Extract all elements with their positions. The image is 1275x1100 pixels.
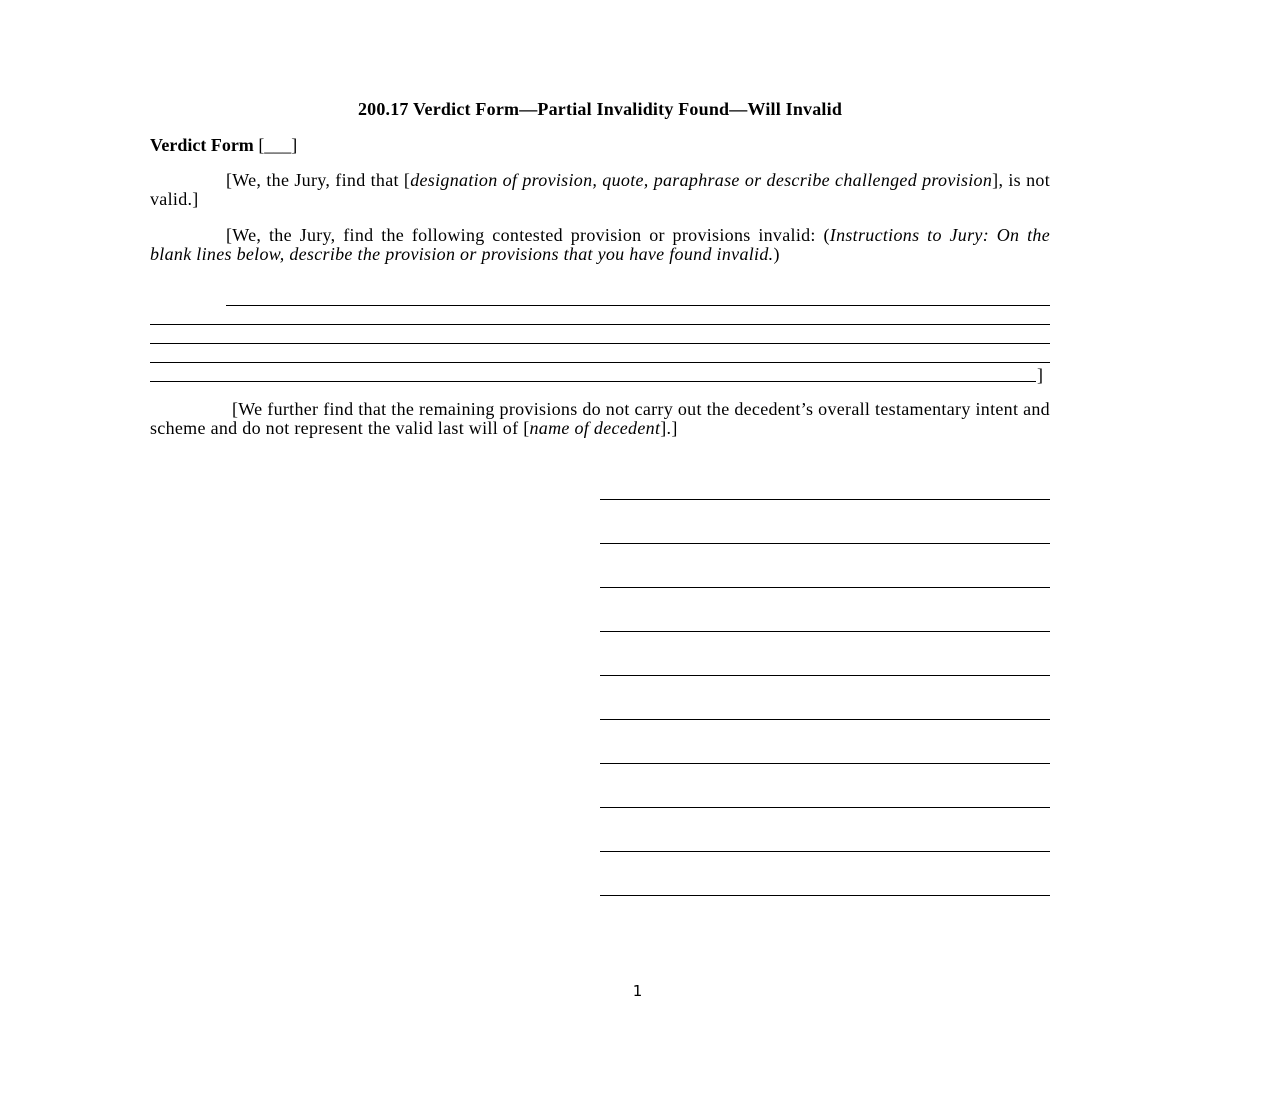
paragraph3-lead: [We further find that the remaining provisions do not carry out the decedent’s overall testamentary intent and scheme and do not represent the valid last will of [ [150,399,1050,438]
juror-signature-line[interactable] [600,631,1050,632]
paragraph1-italic: designation of provision, quote, paraphrase or describe challenged provision [410,170,993,190]
juror-signature-line[interactable] [600,851,1050,852]
paragraph2-tail: ) [773,244,780,264]
description-blank-line[interactable] [150,324,1050,325]
blank-lines-close-bracket: ] [1037,365,1043,385]
page-number: 1 [632,982,643,1000]
paragraph2-lead: [We, the Jury, find the following contested provision or provisions invalid: ( [226,225,830,245]
paragraph-remaining-provisions [150,400,1050,438]
description-blank-line[interactable] [150,381,1036,382]
juror-signature-line[interactable] [600,763,1050,764]
description-blank-line[interactable] [226,305,1050,306]
paragraph1-lead: [We, the Jury, find that [ [226,170,411,190]
paragraph2-italic: Instructions to Jury: On the blank lines below, describe the provision or provisions that you have found invalid. [150,225,1050,264]
document-title: 200.17 Verdict Form—Partial Invalidity Found—Will Invalid [357,99,843,119]
description-blank-line[interactable] [150,362,1050,363]
juror-signature-line[interactable] [600,807,1050,808]
juror-signature-line[interactable] [600,675,1050,676]
verdict-form-label: Verdict Form [150,135,254,155]
juror-signature-line[interactable] [600,719,1050,720]
paragraph-provision-not-valid [150,171,1050,209]
juror-signature-line[interactable] [600,587,1050,588]
paragraph-provisions-invalid [150,226,1050,264]
juror-signature-line[interactable] [600,895,1050,896]
juror-signature-line[interactable] [600,499,1050,500]
paragraph3-tail: ].] [660,418,678,438]
juror-signature-line[interactable] [600,543,1050,544]
paragraph1-tail: ], is not valid.] [150,170,1050,209]
description-blank-line[interactable] [150,343,1050,344]
verdict-form-heading [150,133,297,157]
verdict-form-number-blank: [___] [258,135,298,155]
paragraph3-italic: name of decedent [529,418,661,438]
